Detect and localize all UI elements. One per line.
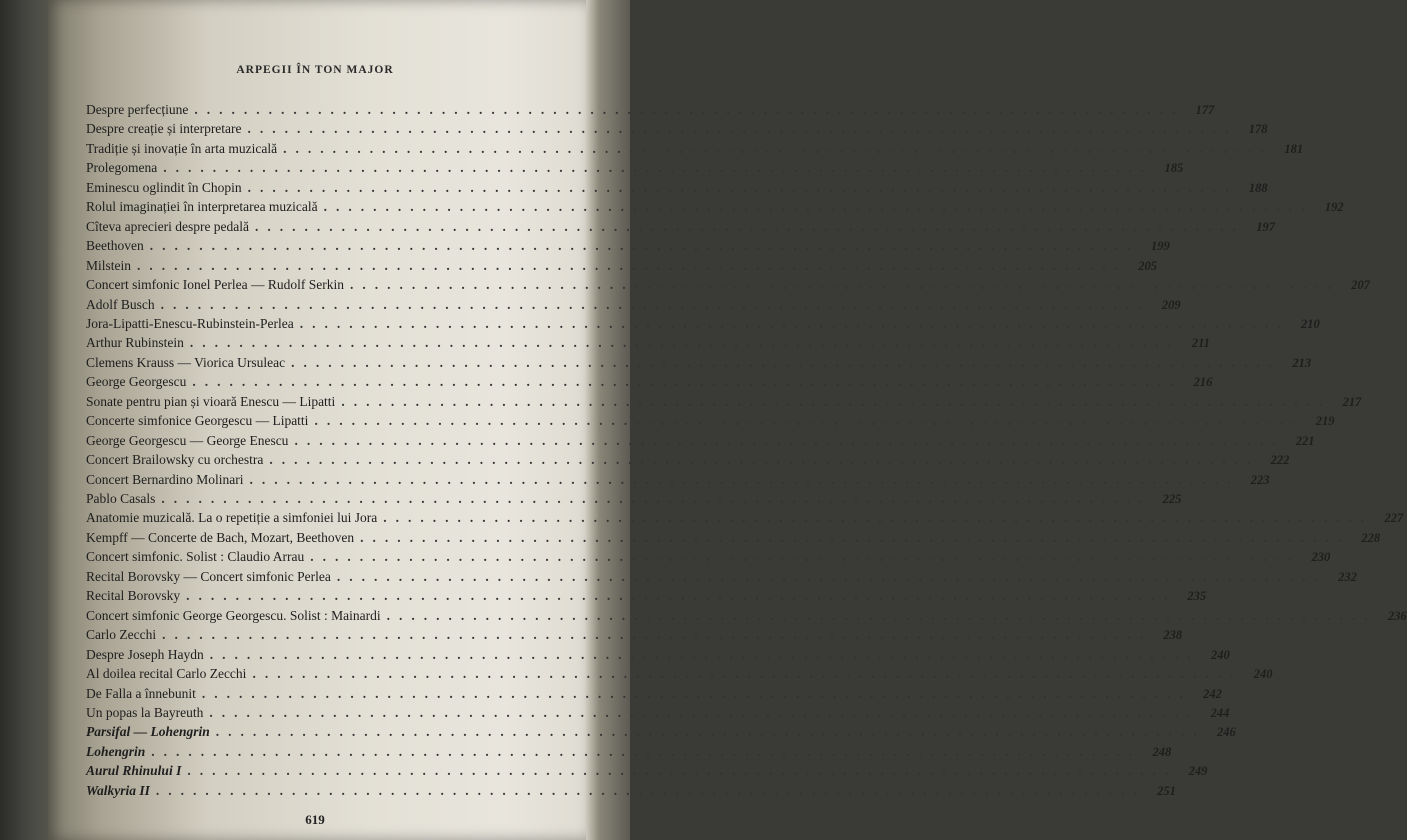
toc-entry (86, 567, 1357, 586)
dot-leader: ................................................................................ (247, 179, 1238, 195)
dot-leader: ................................................................................ (161, 491, 1152, 506)
dot-leader: ................................................................................ (252, 666, 1243, 682)
toc-entry-title: Rolul imaginației în interpretarea muzicală (86, 199, 318, 215)
toc-entry (86, 197, 1344, 216)
toc-entry-title: Parsifal — Lohengrin (86, 724, 210, 740)
toc-entry-title: Carlo Zecchi (86, 627, 157, 643)
toc-entry-page: 236 (1387, 608, 1407, 623)
toc-entry (86, 158, 1184, 177)
toc-entry-title: Al doilea recital Carlo Zecchi (86, 666, 247, 682)
toc-entry (86, 606, 1407, 625)
toc-entry-page: 222 (1270, 453, 1290, 468)
toc-entry (86, 625, 1183, 644)
toc-entry-page: 240 (1253, 667, 1273, 682)
dot-leader: ................................................................................ (209, 704, 1200, 720)
toc-entry-page: 242 (1203, 686, 1222, 701)
toc-entry-page: 211 (1191, 336, 1210, 351)
toc-entry (86, 295, 1181, 314)
toc-entry-title: Concerte simfonice Georgescu — Lipatti (86, 413, 309, 429)
toc-entry-page: 178 (1248, 122, 1268, 137)
toc-entry (86, 528, 1381, 547)
dot-leader: ................................................................................ (215, 724, 1206, 740)
toc-entry (86, 781, 1176, 800)
toc-entry (86, 178, 1268, 197)
toc-entry-page: 246 (1217, 725, 1236, 740)
toc-entry-title: Arthur Rubinstein (86, 335, 184, 351)
toc-entry-page: 217 (1342, 394, 1362, 409)
toc-entry-page: 249 (1188, 764, 1208, 779)
toc-entry (86, 411, 1335, 430)
dot-leader: ................................................................................ (255, 218, 1246, 234)
toc-entry-page: 177 (1195, 103, 1215, 117)
dot-leader: ................................................................................ (310, 549, 1301, 565)
toc-entry (86, 353, 1312, 372)
toc-entry-title: Jora-Lipatti-Enescu-Rubinstein-Perlea (86, 315, 294, 331)
dot-leader: ................................................................................ (192, 374, 1183, 390)
toc-entry-title: Concert Brailowsky cu orchestra (86, 452, 264, 468)
dot-leader: ................................................................................ (323, 199, 1314, 215)
toc-entry-page: 210 (1300, 316, 1320, 331)
toc-entry (86, 100, 1215, 119)
toc-entry-title: Despre Joseph Haydn (86, 646, 204, 662)
toc-entry-title: Concert simfonic Ionel Perlea — Rudolf Serkin (86, 277, 344, 293)
toc-entry-page: 213 (1292, 355, 1312, 370)
toc-entry-title: Prolegomena (86, 160, 158, 176)
toc-entry (86, 431, 1315, 450)
dot-leader: ................................................................................ (151, 743, 1142, 759)
toc-entry-page: 205 (1138, 258, 1158, 273)
toc-entry-page: 209 (1161, 297, 1181, 312)
dot-leader: ................................................................................ (187, 763, 1178, 779)
dot-leader: ................................................................................ (201, 685, 1192, 701)
dot-leader: ................................................................................ (189, 335, 1180, 351)
dot-leader: ................................................................................ (149, 238, 1140, 254)
toc-entry-page: 248 (1152, 744, 1172, 759)
toc-entry-page: 181 (1284, 141, 1304, 156)
toc-entry-title: Un popas la Bayreuth (86, 704, 204, 720)
dot-leader: ................................................................................ (386, 607, 1377, 623)
section-heading: ARPEGII ÎN TON MAJOR (236, 64, 394, 76)
toc-entry-page: 207 (1351, 278, 1370, 293)
dot-leader: ................................................................................ (269, 452, 1260, 468)
toc-entry (86, 314, 1320, 333)
toc-entry-title: Milstein (86, 257, 132, 273)
toc-entry (86, 256, 1158, 275)
dot-leader: ................................................................................ (291, 354, 1282, 370)
toc-entry-page: 199 (1150, 239, 1170, 254)
page-number: 619 (305, 812, 325, 827)
toc-entry-title: Despre perfecțiune (86, 102, 189, 117)
toc-entry (86, 392, 1362, 411)
toc-entry-title: Recital Borovsky (86, 588, 181, 604)
toc-entry-title: George Georgescu (86, 374, 187, 390)
dot-leader: ................................................................................ (299, 315, 1290, 331)
toc-entry-title: Pablo Casals (86, 491, 156, 506)
dot-leader: ................................................................................ (209, 646, 1200, 662)
dot-leader: ................................................................................ (186, 588, 1177, 604)
toc-entry (86, 547, 1331, 566)
dot-leader: ................................................................................ (341, 393, 1332, 409)
toc-entry-title: Concert simfonic. Solist : Claudio Arrau (86, 549, 305, 565)
toc-entry-page: 192 (1324, 200, 1344, 215)
toc-entry (86, 508, 1404, 527)
toc-entry-title: Adolf Busch (86, 296, 155, 312)
toc-entry (86, 470, 1270, 489)
toc-entry-title: Kempff — Concerte de Bach, Mozart, Beethoven (86, 529, 355, 545)
toc-entry-title: Lohengrin (86, 743, 146, 759)
dot-leader: ................................................................................ (360, 529, 1351, 545)
dot-leader: ................................................................................ (314, 413, 1305, 429)
toc-entry-page: 251 (1157, 783, 1176, 798)
dot-leader: ................................................................................ (162, 627, 1153, 643)
toc-entry (86, 742, 1172, 761)
toc-entry-title: Eminescu oglindit în Chopin (86, 179, 242, 195)
toc-entry (86, 236, 1170, 255)
toc-entry-page: 221 (1295, 433, 1315, 448)
toc-entry-page: 225 (1162, 492, 1182, 506)
dot-leader: ................................................................................ (163, 160, 1154, 176)
toc-entry (86, 119, 1268, 138)
toc-entry-title: Tradiție și inovație în arta muzicală (86, 140, 278, 156)
toc-entry-page: 230 (1311, 550, 1331, 565)
toc-entry-page: 244 (1210, 705, 1230, 720)
toc-entry (86, 684, 1222, 703)
toc-entry (86, 722, 1236, 741)
dot-leader: ................................................................................ (160, 296, 1151, 312)
toc-entry (86, 372, 1213, 391)
dot-leader: ................................................................................ (194, 102, 1185, 117)
toc-entry-title: Beethoven (86, 238, 144, 254)
toc-entry-page: 235 (1187, 589, 1207, 604)
toc-entry (86, 664, 1273, 683)
toc-entry-page: 228 (1361, 530, 1381, 545)
dot-leader: ................................................................................ (294, 432, 1285, 448)
toc-entry-title: Cîteva aprecieri despre pedală (86, 218, 250, 234)
toc-entry-title: Aurul Rhinului I (86, 763, 182, 779)
dot-leader: ................................................................................ (349, 277, 1340, 293)
toc-entry-title: Recital Borovsky — Concert simfonic Perlea (86, 568, 331, 584)
toc-entry-page: 227 (1384, 511, 1404, 526)
toc-entry-page: 240 (1210, 647, 1230, 662)
toc-entry (86, 703, 1230, 722)
toc-entry-page: 188 (1248, 180, 1268, 195)
toc-entry (86, 217, 1276, 236)
toc-entry-title: Clemens Krauss — Viorica Ursuleac (86, 354, 286, 370)
toc-entry-title: Concert simfonic George Georgescu. Solist : Mainardi (86, 607, 381, 623)
dot-leader: ................................................................................ (336, 568, 1327, 584)
toc-entry-page: 185 (1164, 161, 1184, 176)
toc-entry-title: Concert Bernardino Molinari (86, 471, 244, 487)
toc-entry-page: 216 (1193, 375, 1213, 390)
dot-leader: ................................................................................ (247, 121, 1238, 137)
toc-entry-title: De Falla a înnebunit (86, 685, 196, 701)
toc-entry-title: Anatomie muzicală. La o repetiție a simfoniei lui Jora (86, 510, 378, 526)
dot-leader: ................................................................................ (283, 140, 1274, 156)
toc-entry (86, 489, 1182, 508)
toc-entry (86, 761, 1208, 780)
toc-entry-title: Walkyria II (86, 782, 150, 798)
toc-entry (86, 275, 1370, 294)
dot-leader: ................................................................................ (137, 257, 1128, 273)
toc-entry (86, 645, 1230, 664)
toc-entry (86, 450, 1290, 469)
toc-entry (86, 139, 1304, 158)
toc-entry-page: 219 (1315, 414, 1335, 429)
toc-entry-page: 238 (1163, 628, 1183, 643)
toc-entry-title: Sonate pentru pian și vioară Enescu — Lipatti (86, 393, 336, 409)
toc-entry-title: George Georgescu — George Enescu (86, 432, 289, 448)
toc-entry-page: 232 (1338, 569, 1357, 584)
toc-entry-title: Despre creație și interpretare (86, 121, 242, 137)
toc-entry-page: 223 (1250, 472, 1270, 487)
dot-leader: ................................................................................ (155, 782, 1146, 798)
dot-leader: ................................................................................ (383, 510, 1374, 526)
toc-entry (86, 586, 1207, 605)
toc-entry-page: 197 (1256, 219, 1276, 234)
dot-leader: ................................................................................ (249, 471, 1240, 487)
toc-entry (86, 333, 1210, 352)
